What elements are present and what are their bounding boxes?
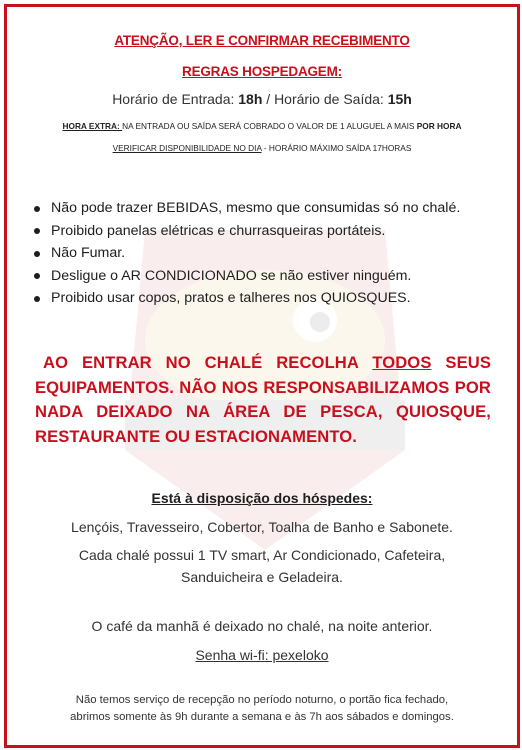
extra-hour-notice [7, 121, 517, 131]
warning-emphasis: TODOS [372, 353, 432, 372]
checkin-checkout-hours [7, 91, 517, 107]
availability-notice [7, 143, 517, 153]
checkout-label: Horário de Saída: [274, 91, 388, 107]
attention-heading: ATENÇÃO, LER E CONFIRMAR RECEBIMENTO [114, 33, 410, 48]
bullet-icon [34, 228, 40, 234]
extra-hour-text: NA ENTRADA OU SAÍDA SERÁ COBRADO O VALOR DE 1 ALUGUEL A MAIS [122, 121, 417, 131]
extra-hour-emphasis: POR HORA [416, 121, 462, 131]
reception-notice [7, 692, 517, 726]
availability-label: VERIFICAR DISPONIBILIDADE NO DIA [112, 143, 262, 153]
amenities-line-1: Lençóis, Travesseiro, Cobertor, Toalha de Banho e Sabonete. [71, 519, 453, 535]
hours-separator: / [262, 91, 275, 107]
checkout-value: 15h [387, 91, 412, 107]
warning-text-start: AO ENTRAR NO CHALÉ RECOLHA [43, 353, 373, 372]
responsibility-warning [35, 351, 491, 449]
list-item [31, 220, 460, 243]
rules-heading: REGRAS HOSPEDAGEM: [182, 64, 342, 79]
list-item [31, 287, 460, 310]
amenities-heading: Está à disposição dos hóspedes: [151, 490, 373, 506]
availability-text: - HORÁRIO MÁXIMO SAÍDA 17HORAS [261, 143, 412, 153]
rule-text: Não pode trazer BEBIDAS, mesmo que consumidas só no chalé. [51, 200, 461, 216]
reception-line-2: abrimos somente às 9h durante a semana e às 7h aos sábados e domingos. [70, 711, 454, 723]
list-item [31, 242, 460, 265]
rule-text: Desligue o AR CONDICIONADO se não estiver ninguém. [51, 267, 412, 284]
rules-list [31, 197, 460, 310]
bullet-icon [34, 273, 40, 279]
breakfast-note: O café da manhã é deixado no chalé, na noite anterior. [91, 618, 433, 634]
reception-line-1: Não temos serviço de recepção no período noturno, o portão fica fechado, [75, 694, 449, 706]
amenities-line-3: Sanduicheira e Geladeira. [181, 569, 343, 585]
rule-text: Proibido panelas elétricas e churrasqueiras portáteis. [51, 222, 386, 239]
rule-text: Não Fumar. [51, 245, 126, 261]
bullet-icon [34, 206, 40, 212]
checkin-value: 18h [238, 91, 263, 107]
bullet-icon [34, 296, 40, 302]
bullet-icon [34, 251, 40, 257]
amenities-line-2: Cada chalé possui 1 TV smart, Ar Condicionado, Cafeteira, [78, 547, 446, 563]
wifi-password [7, 647, 517, 663]
wifi-password-text: Senha wi-fi: pexeloko [195, 647, 329, 663]
extra-hour-label: HORA EXTRA: [62, 121, 123, 131]
checkin-label: Horário de Entrada: [112, 91, 239, 107]
warning-text-end: SEUS EQUIPAMENTOS. NÃO NOS RESPONSABILIZAMOS POR NADA DEIXADO NA ÁREA DE PESCA, QUIOSQUE, RESTAURANTE OU ESTACIONAMENTO. [35, 353, 491, 446]
rule-text: Proibido usar copos, pratos e talheres nos QUIOSQUES. [51, 290, 411, 306]
notice-content [7, 7, 517, 745]
list-item [31, 197, 460, 220]
list-item [31, 265, 460, 288]
